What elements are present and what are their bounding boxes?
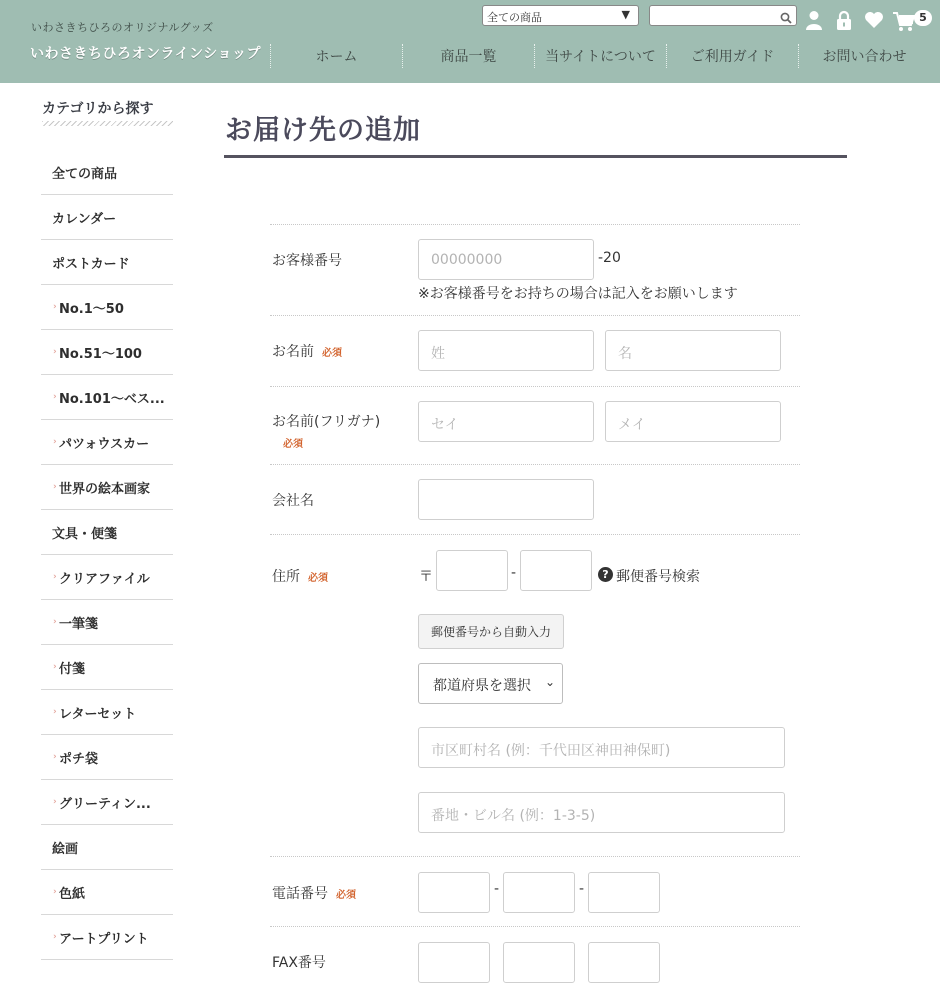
name-label-text: お名前 [272,344,314,360]
prefecture-select[interactable] [418,663,563,704]
fax-2-input[interactable] [503,942,575,983]
shop-tagline: いわさきちひろのオリジナルグッズ [31,21,214,34]
chevron-right-icon: › [53,887,57,897]
sidebar-item-label: グリーティン... [59,796,151,812]
last-name-input[interactable] [418,330,594,371]
last-name-placeholder: 姓 [431,346,445,362]
chevron-right-icon: › [53,752,57,762]
phone-2-input[interactable] [503,872,575,913]
sidebar-item[interactable] [41,150,173,195]
chevron-right-icon: › [53,662,57,672]
sidebar-item[interactable] [41,870,173,915]
sidebar-item[interactable] [41,465,173,510]
site-header [0,0,940,83]
chevron-right-icon: › [53,302,57,312]
sidebar-item-label: 絵画 [52,841,79,857]
nav-home[interactable]: ホーム [270,44,402,68]
category-list [41,150,173,960]
address-label-text: 住所 [272,569,300,585]
nav-guide[interactable]: ご利用ガイド [666,44,798,68]
sidebar-item[interactable] [41,510,173,555]
cart-count-badge: 5 [914,10,932,26]
shop-logo[interactable]: いわさきちひろオンラインショップ [30,46,261,62]
postal-autofill-button[interactable]: 郵便番号から自動入力 [418,614,564,649]
fax-1-input[interactable] [418,942,490,983]
sidebar-item-label: ポストカード [52,256,130,272]
chevron-right-icon: › [53,707,57,717]
user-icon[interactable] [805,10,823,34]
nav-products[interactable]: 商品一覧 [402,44,534,68]
customer-number-suffix: -20 [598,250,621,266]
first-name-placeholder: 名 [618,346,632,362]
fax-label: FAX番号 [272,955,326,971]
name-label [272,341,342,361]
phone-dash: - [494,881,500,897]
first-kana-placeholder: メイ [618,417,646,433]
chevron-right-icon: › [53,347,57,357]
last-kana-placeholder: セイ [431,417,459,433]
customer-number-input[interactable] [418,239,594,280]
sidebar-item[interactable] [41,240,173,285]
city-placeholder: 市区町村名 (例：千代田区神田神保町) [431,743,671,759]
sidebar-item-label: No.51～100 [59,346,142,362]
search-input[interactable] [649,5,797,26]
sidebar-item-label: アートプリント [59,931,149,947]
row-divider [270,534,800,535]
category-select[interactable] [482,5,639,26]
sidebar-item[interactable] [41,825,173,870]
cart-icon[interactable] [893,12,915,36]
sidebar-divider [42,121,173,126]
chevron-right-icon: › [53,932,57,942]
sidebar-item-label: No.101～ベス... [59,391,165,407]
chevron-down-icon: ⌄ [544,675,555,689]
title-underline [224,155,847,158]
street-placeholder: 番地・ビル名 (例：1-3-5) [431,808,596,824]
triangle-down-icon: ▼ [621,8,630,21]
sidebar-item[interactable] [41,420,173,465]
street-input[interactable] [418,792,785,833]
postal-code-1-input[interactable] [436,550,508,591]
sidebar-item[interactable] [41,375,173,420]
phone-1-input[interactable] [418,872,490,913]
sidebar-item-label: レターセット [59,706,137,722]
first-name-input[interactable] [605,330,781,371]
sidebar-title: カテゴリから探す [42,101,154,117]
sidebar-item-label: カレンダー [52,211,117,227]
customer-number-placeholder: 00000000 [431,252,503,268]
required-badge: 必須 [308,573,328,584]
search-icon[interactable] [780,9,792,28]
sidebar-item-label: 付箋 [59,661,86,677]
address-label [272,566,328,586]
heart-icon[interactable] [864,11,884,33]
required-badge: 必須 [322,348,342,359]
postal-search-link[interactable]: 郵便番号検索 [616,569,700,585]
sidebar-item[interactable] [41,555,173,600]
city-input[interactable] [418,727,785,768]
category-select-value: 全ての商品 [487,11,542,24]
sidebar-item[interactable] [41,690,173,735]
sidebar-item-label: ポチ袋 [59,751,99,767]
global-nav [270,44,940,68]
row-divider [270,386,800,387]
last-kana-input[interactable] [418,401,594,442]
sidebar-item-label: 世界の絵本画家 [59,481,151,497]
chevron-right-icon: › [53,392,57,402]
customer-number-label: お客様番号 [272,253,342,269]
sidebar-item-label: 文具・便箋 [52,526,118,542]
row-divider [270,315,800,316]
sidebar-item-label: 一筆箋 [59,616,99,632]
phone-label-text: 電話番号 [272,886,328,902]
sidebar-item[interactable] [41,195,173,240]
help-icon: ? [598,567,613,582]
row-divider [270,856,800,857]
sidebar-item-label: 色紙 [59,886,86,902]
phone-label [272,883,356,903]
sidebar-item[interactable] [41,780,173,825]
kana-label: お名前(フリガナ) [272,414,381,430]
customer-number-note: ※お客様番号をお持ちの場合は記入をお願いします [418,286,738,302]
sidebar-item-label: 全ての商品 [52,166,118,182]
first-kana-input[interactable] [605,401,781,442]
company-label: 会社名 [272,493,314,509]
chevron-right-icon: › [53,437,57,447]
required-badge: 必須 [336,890,356,901]
company-input[interactable] [418,479,594,520]
chevron-right-icon: › [53,482,57,492]
chevron-right-icon: › [53,617,57,627]
lock-icon[interactable] [836,10,852,34]
row-divider [270,926,800,927]
sidebar-item[interactable] [41,915,173,960]
sidebar-item-label: クリアファイル [59,571,150,587]
postal-code-2-input[interactable] [520,550,592,591]
nav-about[interactable]: 当サイトについて [534,44,666,68]
chevron-right-icon: › [53,572,57,582]
sidebar-item-label: パツォウスカー [59,436,150,452]
fax-3-input[interactable] [588,942,660,983]
sidebar-item[interactable] [41,285,173,330]
sidebar-item[interactable] [41,735,173,780]
postal-mark: 〒 [419,569,433,585]
phone-3-input[interactable] [588,872,660,913]
sidebar-item-label: No.1～50 [59,301,124,317]
page-title: お届け先の追加 [225,115,421,146]
sidebar-item[interactable] [41,645,173,690]
sidebar-item[interactable] [41,330,173,375]
phone-dash: - [579,881,585,897]
required-badge: 必須 [283,439,303,450]
sidebar-item[interactable] [41,600,173,645]
chevron-right-icon: › [53,797,57,807]
postal-dash: - [511,565,517,581]
row-divider [270,224,800,225]
row-divider [270,464,800,465]
prefecture-select-value: 都道府県を選択 [433,678,531,694]
nav-contact[interactable]: お問い合わせ [798,44,930,68]
